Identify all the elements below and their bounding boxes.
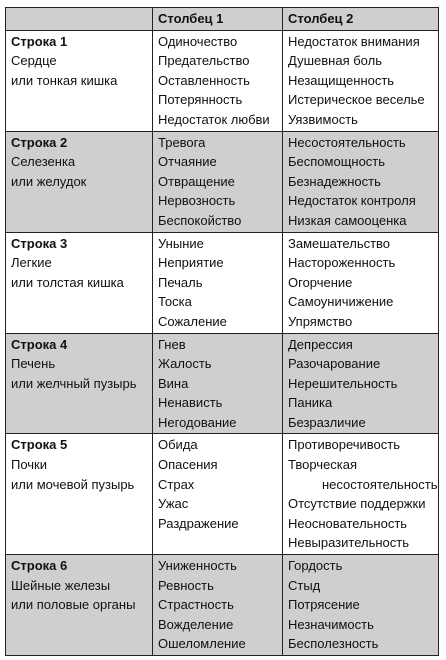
emotion-item: Творческая — [288, 457, 358, 473]
emotion-item: Нервозность — [158, 193, 236, 209]
organ-line: Селезенка — [11, 154, 76, 170]
emotion-item: Недостаток внимания — [288, 33, 420, 49]
row-title: Строка 5 — [11, 437, 68, 453]
column-1-cell — [153, 131, 283, 232]
emotion-item: Опасения — [158, 457, 218, 473]
emotion-item: Незащищенность — [288, 72, 395, 88]
header-corner-cell — [6, 8, 153, 31]
emotion-item: Гнев — [158, 336, 186, 352]
emotion-item: Ненависть — [158, 395, 223, 411]
emotion-item: Уныние — [158, 235, 204, 251]
emotion-item: Негодование — [158, 414, 237, 430]
emotion-item: Сожаление — [158, 313, 227, 329]
emotion-item: Недостаток контроля — [288, 193, 416, 209]
emotion-item: Несостоятельность — [288, 134, 406, 150]
emotion-item: Печаль — [158, 274, 203, 290]
organ-line: или половые органы — [11, 597, 136, 613]
emotion-item: Одиночество — [158, 33, 238, 49]
row-title: Строка 4 — [11, 336, 68, 352]
emotion-item-continuation: несостоятельность — [322, 476, 438, 492]
emotion-item: Жалость — [158, 356, 212, 372]
organ-line: Шейные железы — [11, 577, 111, 593]
row-label-cell — [6, 232, 153, 333]
emotion-item: Бесполезность — [288, 636, 379, 652]
emotion-item: Оставленность — [158, 72, 250, 88]
emotion-item: Стыд — [288, 577, 321, 593]
column-2-cell — [283, 434, 439, 555]
row-label-cell — [6, 333, 153, 434]
emotion-item: Потрясение — [288, 597, 360, 613]
row-label-cell — [6, 30, 153, 131]
header-column-2: Столбец 2 — [283, 8, 439, 31]
emotion-item: Беспомощность — [288, 154, 386, 170]
emotion-item: Потерянность — [158, 92, 243, 108]
emotion-item: Униженность — [158, 558, 237, 574]
emotion-item: Ошеломление — [158, 636, 246, 652]
table-row-2 — [6, 131, 439, 232]
organ-line: Сердце — [11, 53, 57, 69]
emotion-item: Страх — [158, 476, 195, 492]
emotion-item: Неосновательность — [288, 515, 408, 531]
organ-line: или мочевой пузырь — [11, 476, 135, 492]
emotion-item: Вожделение — [158, 616, 234, 632]
emotion-item: Депрессия — [288, 336, 353, 352]
emotion-item: Низкая самооценка — [288, 212, 407, 228]
column-2-cell — [283, 30, 439, 131]
row-label-cell — [6, 131, 153, 232]
column-2-cell — [283, 555, 439, 656]
column-1-cell — [153, 333, 283, 434]
emotion-item: Предательство — [158, 53, 250, 69]
organ-line: Печень — [11, 356, 56, 372]
organ-line: или тонкая кишка — [11, 72, 118, 88]
emotion-item: Неприятие — [158, 255, 224, 271]
row-label-cell — [6, 434, 153, 555]
emotion-item: Нерешительность — [288, 375, 398, 391]
emotion-item: Истерическое веселье — [288, 92, 425, 108]
table-row-1 — [6, 30, 439, 131]
table-row-6 — [6, 555, 439, 656]
row-label-cell — [6, 555, 153, 656]
emotion-item: Безразличие — [288, 414, 366, 430]
column-1-cell — [153, 555, 283, 656]
emotion-item: Тревога — [158, 134, 206, 150]
emotion-item: Отчаяние — [158, 154, 217, 170]
organ-line: Почки — [11, 457, 48, 473]
column-1-cell — [153, 434, 283, 555]
emotion-item: Замешательство — [288, 235, 391, 251]
row-title: Строка 1 — [11, 33, 68, 49]
emotion-code-table — [5, 7, 439, 656]
emotion-item: Огорчение — [288, 274, 353, 290]
column-1-cell — [153, 30, 283, 131]
column-2-cell — [283, 131, 439, 232]
organ-line: или желудок — [11, 173, 87, 189]
emotion-item: Душевная боль — [288, 53, 382, 69]
emotion-item: Противоречивость — [288, 437, 401, 453]
row-title: Строка 6 — [11, 558, 68, 574]
emotion-item: Отсутствие поддержки — [288, 496, 426, 512]
emotion-item: Гордость — [288, 558, 343, 574]
emotion-item: Разочарование — [288, 356, 381, 372]
column-2-cell — [283, 333, 439, 434]
emotion-item: Незначимость — [288, 616, 374, 632]
emotion-item: Паника — [288, 395, 333, 411]
emotion-item: Раздражение — [158, 515, 239, 531]
emotion-item: Беспокойство — [158, 212, 242, 228]
row-title: Строка 2 — [11, 134, 68, 150]
emotion-item: Ужас — [158, 496, 189, 512]
column-2-cell — [283, 232, 439, 333]
row-title: Строка 3 — [11, 235, 68, 251]
emotion-item: Вина — [158, 375, 189, 391]
header-row — [6, 8, 439, 31]
organ-line: или толстая кишка — [11, 274, 124, 290]
emotion-item: Самоуничижение — [288, 294, 394, 310]
table-row-3 — [6, 232, 439, 333]
emotion-item: Уязвимость — [288, 111, 358, 127]
column-1-cell — [153, 232, 283, 333]
emotion-item: Настороженность — [288, 255, 396, 271]
table-row-4 — [6, 333, 439, 434]
emotion-item: Невыразительность — [288, 535, 410, 551]
emotion-item: Упрямство — [288, 313, 353, 329]
emotion-item: Недостаток любви — [158, 111, 270, 127]
table-row-5 — [6, 434, 439, 555]
emotion-item: Безнадежность — [288, 173, 381, 189]
emotion-item: Тоска — [158, 294, 192, 310]
emotion-item: Обида — [158, 437, 198, 453]
organ-line: или желчный пузырь — [11, 375, 137, 391]
emotion-item: Страстность — [158, 597, 234, 613]
organ-line: Легкие — [11, 255, 52, 271]
header-column-1: Столбец 1 — [153, 8, 283, 31]
emotion-item: Ревность — [158, 577, 214, 593]
emotion-item: Отвращение — [158, 173, 235, 189]
